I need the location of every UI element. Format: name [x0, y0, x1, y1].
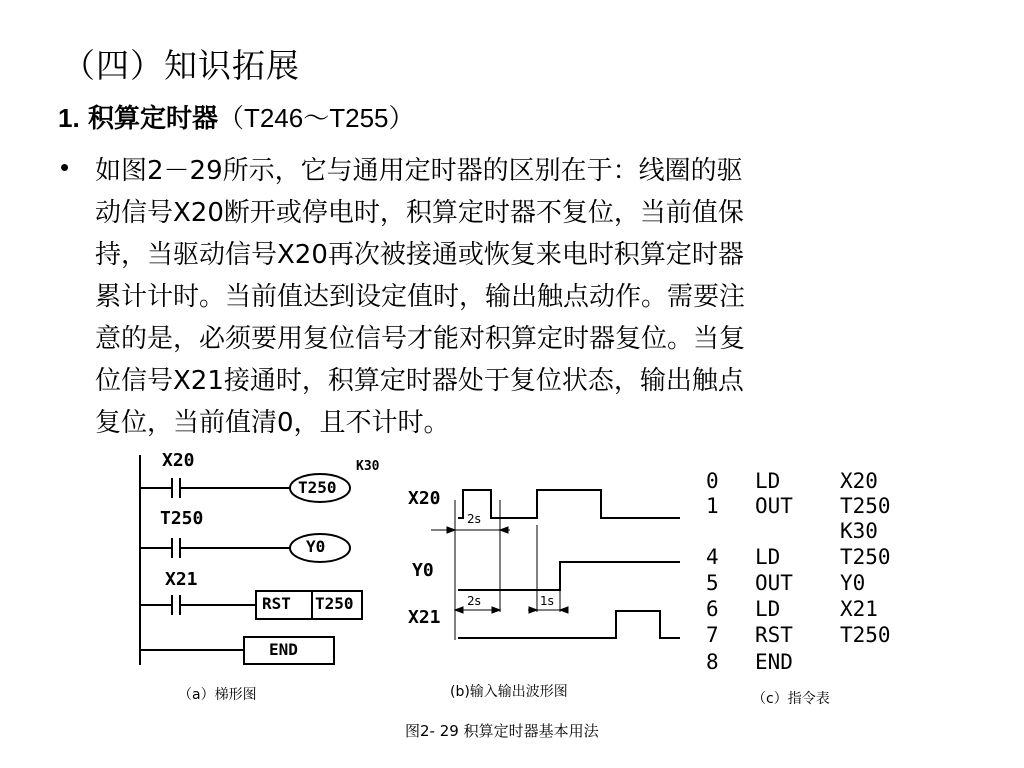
inst-op: OUT — [755, 494, 793, 518]
coil-t250-label: T250 — [298, 478, 337, 497]
body-line: 意的是，必须要用复位信号才能对积算定时器复位。当复 — [95, 324, 746, 354]
bullet-marker: • — [60, 152, 70, 182]
inst-step: 7 — [706, 623, 719, 647]
wave-x21 — [458, 611, 680, 638]
waveform-annotations — [431, 500, 568, 640]
inst-op: RST — [755, 623, 793, 647]
subheading — [58, 98, 415, 135]
coil-k30-label: K30 — [356, 459, 380, 474]
wave-y0 — [458, 562, 680, 590]
inst-arg: T250 — [840, 545, 891, 569]
inst-arg: X20 — [840, 469, 878, 493]
waveform-diagram — [458, 490, 680, 638]
wave-label-y0: Y0 — [412, 560, 434, 581]
section-heading: （四）知识拓展 — [62, 46, 300, 85]
contact-x20-label: X20 — [162, 450, 195, 471]
body-line: 复位，当前值清0，且不计时。 — [95, 408, 450, 438]
inst-op: OUT — [755, 571, 793, 595]
body-line: 如图2－29所示，它与通用定时器的区别在于：线圈的驱 — [95, 156, 743, 186]
inst-arg: T250 — [840, 623, 891, 647]
inst-arg: Y0 — [840, 571, 866, 595]
inst-arg: K30 — [840, 519, 878, 543]
rst-target-label: T250 — [315, 594, 354, 613]
rst-label: RST — [262, 594, 291, 613]
body-paragraph — [95, 150, 955, 444]
coil-y0-label: Y0 — [306, 537, 326, 556]
inst-op: LD — [755, 469, 781, 493]
subheading-number: 1. — [58, 103, 80, 133]
body-line: 累计计时。当前值达到设定值时，输出触点动作。需要注 — [95, 282, 746, 312]
body-line: 动信号X20断开或停电时，积算定时器不复位，当前值保 — [95, 198, 744, 228]
subheading-range: （T246～T255） — [217, 103, 415, 133]
inst-op: END — [755, 650, 793, 674]
body-line: 持，当驱动信号X20再次被接通或恢复来电时积算定时器 — [95, 240, 744, 270]
wave-label-x21: X21 — [408, 607, 441, 628]
contact-t250-label: T250 — [160, 508, 204, 529]
inst-step: 0 — [706, 469, 719, 493]
inst-step: 8 — [706, 650, 719, 674]
inst-step: 1 — [706, 494, 719, 518]
inst-step: 5 — [706, 571, 719, 595]
ladder-caption: （a）梯形图 — [178, 687, 257, 703]
inst-arg: X21 — [840, 597, 878, 621]
inst-arg: T250 — [840, 494, 891, 518]
interval-1s-label: 1s — [540, 594, 554, 608]
end-label: END — [269, 640, 298, 659]
figure-caption: 图2- 29 积算定时器基本用法 — [405, 722, 599, 740]
interval-2s-label: 2s — [467, 512, 481, 526]
subheading-title: 积算定时器 — [87, 104, 218, 134]
wave-x20 — [458, 490, 680, 518]
inst-op: LD — [755, 597, 781, 621]
waveform-caption: (b)输入输出波形图 — [450, 684, 568, 700]
instruction-caption: （c）指令表 — [752, 691, 830, 707]
inst-step: 4 — [706, 545, 719, 569]
inst-step: 6 — [706, 597, 719, 621]
interval-2s-b-label: 2s — [467, 594, 481, 608]
contact-x21-label: X21 — [165, 569, 198, 590]
body-line: 位信号X21接通时，积算定时器处于复位状态，输出触点 — [95, 366, 744, 396]
inst-op: LD — [755, 545, 781, 569]
wave-label-x20: X20 — [408, 488, 441, 509]
